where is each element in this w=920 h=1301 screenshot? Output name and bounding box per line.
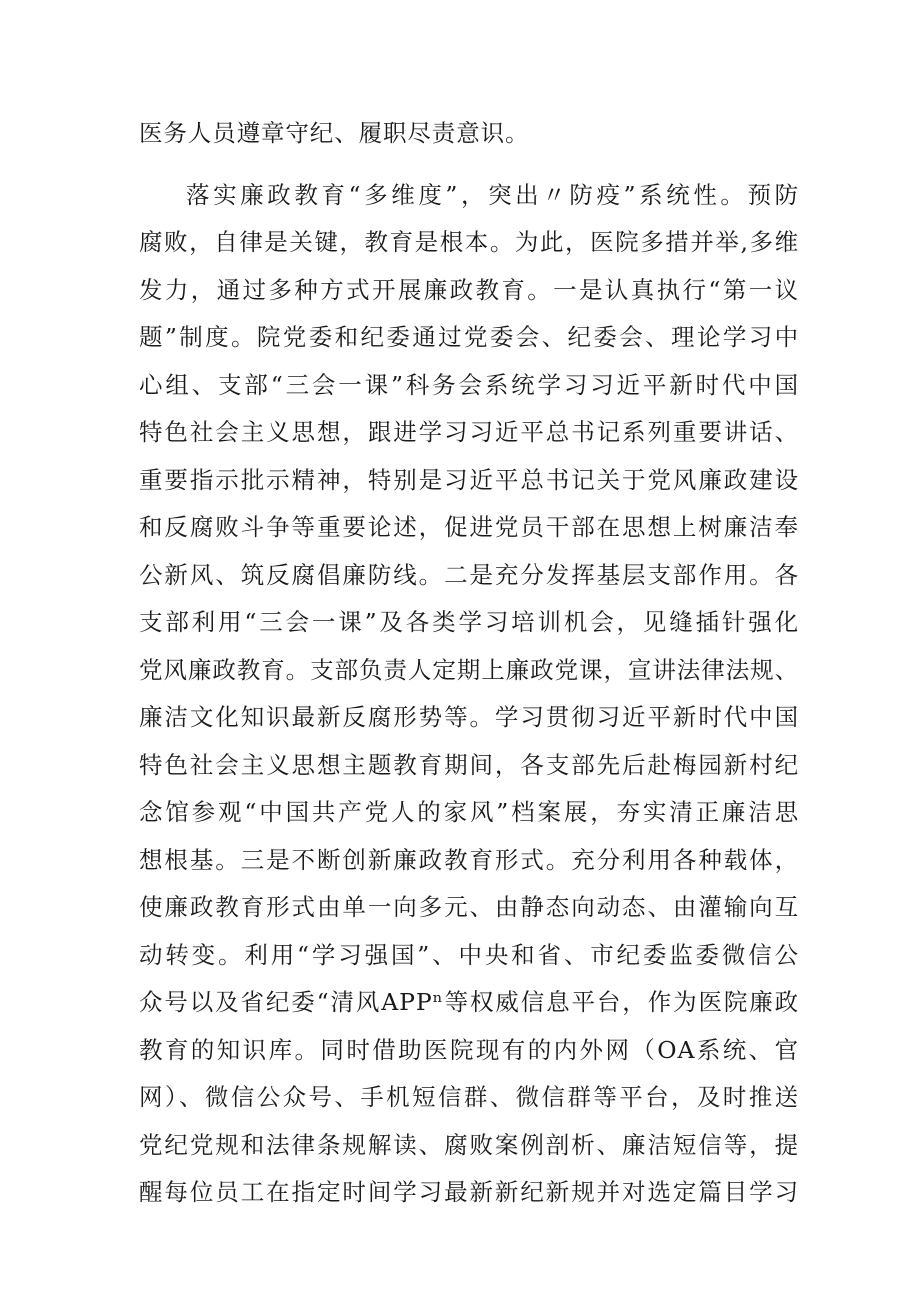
- text-line-5: 题”制度。院党委和纪委通过党委会、纪委会、理论学习中: [139, 323, 799, 351]
- text-line-23: 醒每位员工在指定时间学习最新新纪新规并对选定篇目学习: [139, 1178, 799, 1206]
- text-line-18: 动转变。利用“学习强国”、中央和省、市纪委监委微信公: [139, 940, 799, 969]
- text-line-20: 教育的知识库。同时借助医院现有的内外网（OA系统、官: [139, 1035, 799, 1064]
- text-line-6: 心组、支部“三会一课”科务会系统学习习近平新时代中国: [139, 370, 799, 399]
- text-line-16: 想根基。三是不断创新廉政教育形式。充分利用各种载体，: [139, 845, 799, 874]
- text-line-9: 和反腐败斗争等重要论述，促进党员干部在思想上树廉洁奉: [139, 513, 799, 541]
- text-line-13: 廉洁文化知识最新反腐形势等。学习贯彻习近平新时代中国: [139, 703, 799, 731]
- text-line-21: 网）、微信公众号、手机短信群、微信群等平台，及时推送: [139, 1083, 799, 1111]
- text-line-17: 使廉政教育形式由单一向多元、由静态向动态、由灌输向互: [139, 893, 799, 921]
- text-line-12: 党风廉政教育。支部负责人定期上廉政党课，宣讲法律法规、: [139, 655, 799, 684]
- text-line-19: 众号以及省纪委“清风APPⁿ等权威信息平台，作为医院廉政: [139, 988, 799, 1016]
- text-line-14: 特色社会主义思想主题教育期间，各支部先后赴梅园新村纪: [139, 750, 799, 779]
- text-line-11: 支部利用“三会一课”及各类学习培训机会，见缝插针强化: [139, 608, 799, 636]
- text-line-4: 发力，通过多种方式开展廉政教育。一是认真执行“第一议: [139, 275, 799, 304]
- body-text: [139, 110, 799, 1217]
- text-line-10: 公新风、筑反腐倡廉防线。二是充分发挥基层支部作用。各: [139, 560, 799, 589]
- text-line-1: 医务人员遵章守纪、履职尽责意识。: [139, 119, 530, 147]
- text-line-2: 落实廉政教育“多维度”，突出〃防疫”系统性。预防: [186, 180, 799, 209]
- text-line-15: 念馆参观“中国共产党人的家风”档案展，夯实清正廉洁思: [139, 798, 799, 826]
- text-line-22: 党纪党规和法律条规解读、腐败案例剖析、廉洁短信等，提: [139, 1130, 799, 1159]
- text-line-7: 特色社会主义思想，跟进学习习近平总书记系列重要讲话、: [139, 418, 799, 446]
- paragraph-gap: [139, 158, 799, 172]
- text-line-8: 重要指示批示精神，特别是习近平总书记关于党风廉政建设: [139, 465, 799, 494]
- text-line-3: 腐败，自律是关键，教育是根本。为此，医院多措并举,多维: [139, 228, 799, 256]
